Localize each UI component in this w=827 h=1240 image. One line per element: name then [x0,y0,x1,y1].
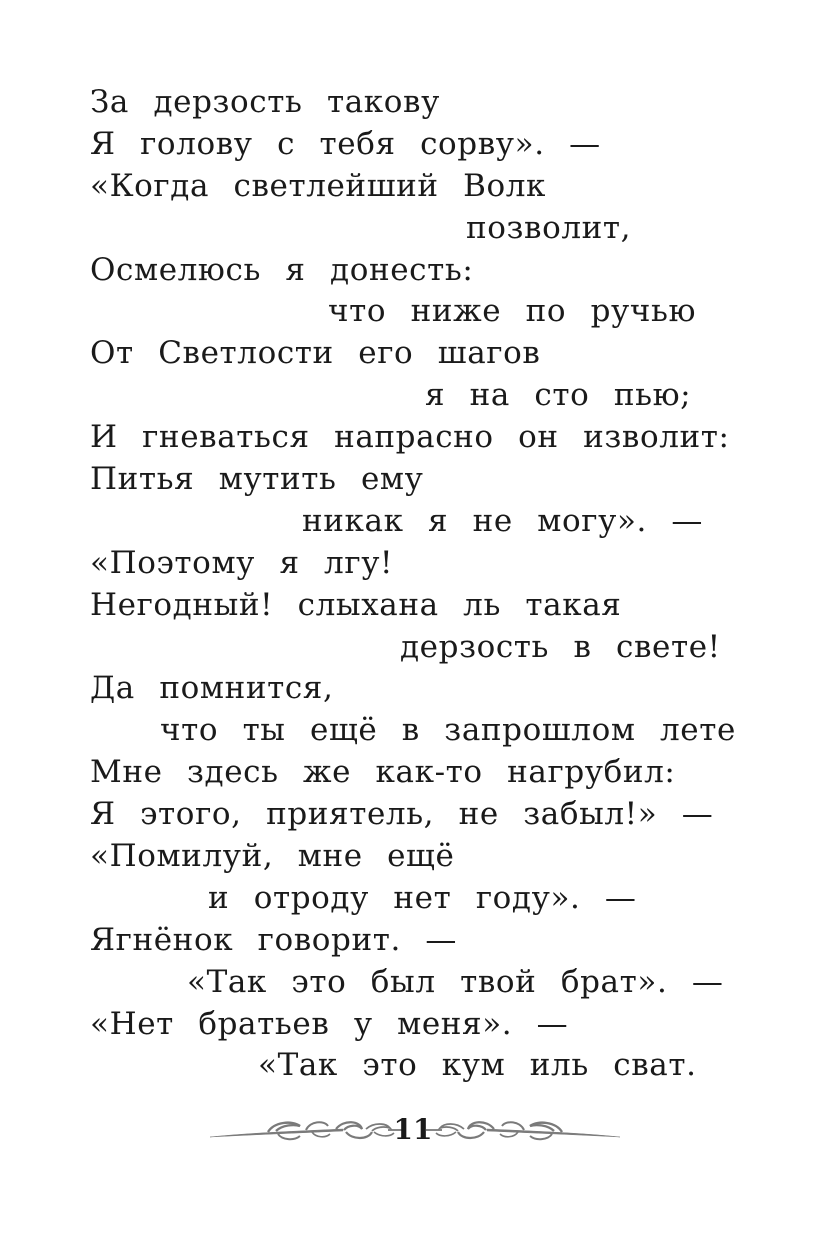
poem-line: Да помнится, [90,670,334,707]
poem-line: Негодный! слыхана ль такая [90,586,622,623]
poem-line: И гневаться напрасно он изволит: [90,419,730,456]
poem-line: я на сто пью; [425,377,692,414]
poem-line: «Нет братьев у меня». — [90,1005,569,1042]
ornament-flourish-icon [208,1116,408,1146]
poem-line: От Светлости его шагов [90,335,541,372]
ornament-flourish-icon [422,1116,622,1146]
poem-line: дерзость в свете! [400,628,721,665]
poem-line: Я этого, приятель, не забыл!» — [90,796,714,833]
poem-line: Ягнёнок говорит. — [90,921,458,958]
poem-line: что ниже по ручью [328,293,697,330]
poem-line: «Когда светлейший Волк [90,167,547,204]
poem-line: Я голову с тебя сорву». — [90,125,601,162]
poem-text [0,82,827,1087]
poem-line: «Так это был твой брат». — [187,963,724,1000]
poem-line: позволит, [466,209,632,246]
page-number: 11 [393,1113,433,1146]
poem-line: «Поэтому я лгу! [90,544,394,581]
poem-line: Питья мутить ему [90,461,424,498]
page-footer [0,1108,827,1154]
poem-line: Мне здесь же как-то нагрубил: [90,754,676,791]
poem-line: За дерзость такову [90,84,440,120]
poem-line: Осмелюсь я донесть: [90,251,474,288]
poem-line: никак я не могу». — [302,502,704,539]
poem-line: что ты ещё в запрошлом лете [160,712,736,749]
poem-line: «Помилуй, мне ещё [90,838,455,875]
poem-line: «Так это кум иль сват. [258,1047,697,1084]
poem-line: и отроду нет году». — [208,879,637,916]
